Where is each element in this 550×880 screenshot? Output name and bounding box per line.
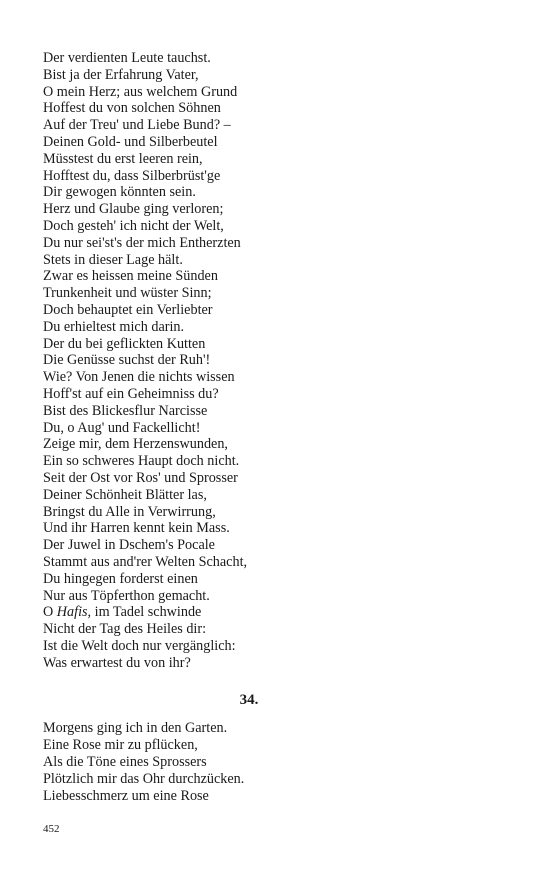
poem-line: Der Juwel in Dschem's Pocale (43, 537, 215, 554)
poem-line: O mein Herz; aus welchem Grund (43, 83, 238, 100)
poem-line: Stets in dieser Lage hält. (43, 251, 183, 268)
poem-line: Doch gesteh' ich nicht der Welt, (43, 217, 224, 234)
poem-line: Zwar es heissen meine Sünden (43, 268, 218, 285)
hafis-line (43, 604, 463, 621)
page-body (43, 50, 463, 804)
poem-line: Dir gewogen könnten sein. (43, 184, 196, 201)
poem-line: Der verdienten Leute tauchst. (43, 50, 211, 66)
poem-line: Liebesschmerz um eine Rose (43, 787, 209, 804)
poem-line: Hofftest du, dass Silberbrüst'ge (43, 167, 221, 184)
poem-line: Und ihr Harren kennt kein Mass. (43, 520, 230, 537)
poem-line: Was erwartest du von ihr? (43, 654, 191, 671)
poem-closing (43, 621, 463, 671)
poem-line: Herz und Glaube ging verloren; (43, 201, 224, 218)
poem-line: Auf der Treu' und Liebe Bund? – (43, 117, 231, 134)
next-poem (43, 720, 463, 804)
poem-line: Du, o Aug' und Fackellicht! (43, 419, 201, 436)
poem-line: Eine Rose mir zu pflücken, (43, 737, 198, 754)
poem-line: Müsstest du erst leeren rein, (43, 150, 203, 167)
poem-line: Bist des Blickesflur Narcisse (43, 402, 208, 419)
hafis-line-suffix: im Tadel schwinde (91, 604, 202, 621)
poem-line: Trunkenheit und wüster Sinn; (43, 285, 212, 302)
hafis-name: Hafis, (56, 604, 92, 621)
poem-line: Deinen Gold- und Silberbeutel (43, 133, 218, 150)
poem-line: Ist die Welt doch nur vergänglich: (43, 637, 236, 654)
poem-line: Als die Töne eines Sprossers (43, 754, 207, 771)
poem-line: Du erhieltest mich darin. (43, 318, 185, 335)
poem-line: Die Genüsse suchst der Ruh'! (43, 352, 211, 369)
poem-line: Bist ja der Erfahrung Vater, (43, 66, 199, 83)
poem-line: Wie? Von Jenen die nichts wissen (43, 369, 235, 386)
poem-line: Zeige mir, dem Herzenswunden, (43, 436, 228, 453)
poem-line: Der du bei geflickten Kutten (43, 335, 206, 352)
poem-line: Du nur sei'st's der mich Entherzten (43, 234, 241, 251)
page-number: 452 (43, 823, 60, 835)
poem-line: Seit der Ost vor Ros' und Sprosser (43, 469, 238, 486)
poem-line: Stammt aus and'rer Welten Schacht, (43, 553, 248, 570)
poem-line: Plötzlich mir das Ohr durchzücken. (43, 770, 245, 787)
poem-line: Bringst du Alle in Verwirrung, (43, 503, 216, 520)
poem-continued (43, 50, 463, 604)
poem-line: Nur aus Töpferthon gemacht. (43, 587, 210, 604)
poem-line: Hoffest du von solchen Söhnen (43, 100, 221, 117)
poem-line: Morgens ging ich in den Garten. (43, 720, 228, 737)
poem-line: Hoff'st auf ein Geheimniss du? (43, 385, 219, 402)
poem-line: Nicht der Tag des Heiles dir: (43, 621, 207, 638)
poem-line: Ein so schweres Haupt doch nicht. (43, 453, 240, 470)
poem-line: Doch behauptet ein Verliebter (43, 301, 213, 318)
poem-line: Du hingegen forderst einen (43, 570, 198, 587)
poem-number: 34. (239, 692, 259, 709)
hafis-line-prefix: O (43, 604, 57, 621)
poem-line: Deiner Schönheit Blätter las, (43, 486, 207, 503)
